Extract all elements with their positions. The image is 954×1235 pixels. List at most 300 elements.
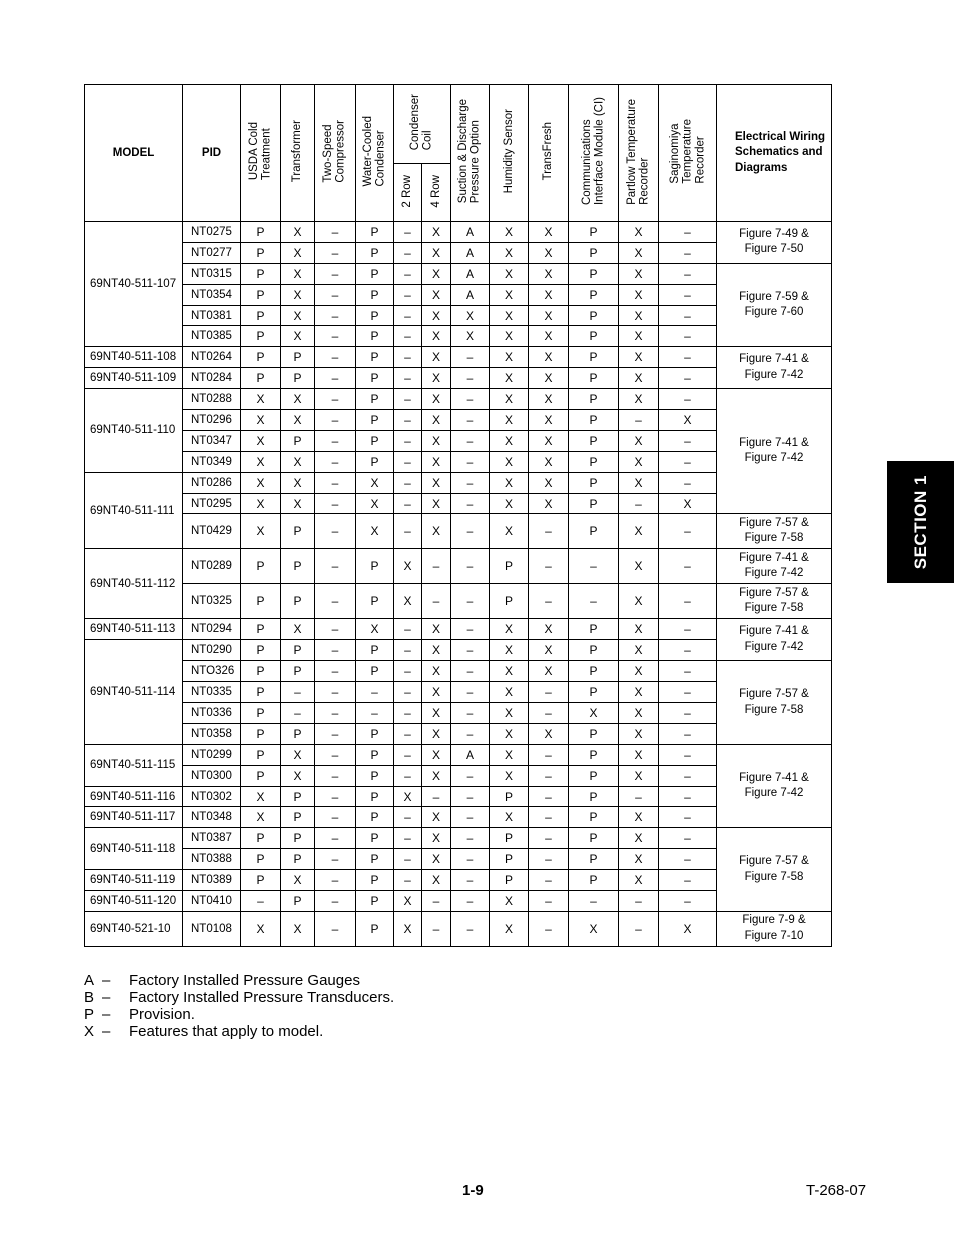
feature-cell: – — [451, 849, 490, 870]
feature-cell: A — [451, 263, 490, 284]
feature-cell: X — [281, 410, 315, 431]
feature-cell: – — [451, 389, 490, 410]
feature-cell: X — [490, 222, 529, 243]
feature-cell: P — [569, 870, 619, 891]
feature-cell: P — [356, 828, 394, 849]
feature-cell: – — [659, 619, 717, 640]
model-cell: 69NT40-511-117 — [85, 807, 183, 828]
header-ci: Communications Interface Module (CI) — [569, 85, 619, 222]
feature-cell: X — [619, 389, 659, 410]
feature-cell: X — [529, 263, 569, 284]
pid-cell: NT0294 — [183, 619, 241, 640]
feature-cell: X — [422, 263, 451, 284]
pid-cell: NT0325 — [183, 584, 241, 619]
feature-cell: – — [394, 472, 422, 493]
table-row — [85, 263, 832, 284]
feature-cell: P — [356, 549, 394, 584]
feature-cell: – — [315, 619, 356, 640]
feature-cell: – — [529, 549, 569, 584]
legend-dash: – — [102, 1023, 111, 1040]
feature-cell: X — [281, 305, 315, 326]
feature-cell: X — [356, 514, 394, 549]
feature-cell: – — [394, 640, 422, 661]
feature-cell: X — [241, 451, 281, 472]
feature-cell: X — [422, 765, 451, 786]
feature-cell: – — [659, 870, 717, 891]
feature-cell: – — [659, 284, 717, 305]
feature-cell: – — [451, 640, 490, 661]
feature-cell: P — [356, 284, 394, 305]
feature-cell: – — [356, 703, 394, 724]
feature-cell: – — [315, 326, 356, 347]
feature-cell: X — [529, 493, 569, 514]
header-condenser-coil: Condenser Coil — [394, 85, 451, 164]
table-row — [85, 911, 832, 946]
feature-cell: – — [394, 870, 422, 891]
feature-cell: X — [619, 619, 659, 640]
header-water-cooled: Water-Cooled Condenser — [356, 85, 394, 222]
feature-cell: X — [422, 451, 451, 472]
pid-cell: NT0348 — [183, 807, 241, 828]
feature-cell: P — [241, 765, 281, 786]
feature-cell: P — [241, 347, 281, 368]
table-row — [85, 389, 832, 410]
table-row — [85, 619, 832, 640]
feature-cell: – — [659, 584, 717, 619]
feature-cell: X — [241, 514, 281, 549]
pid-cell: NT0410 — [183, 891, 241, 912]
feature-cell: X — [281, 389, 315, 410]
table-row — [85, 744, 832, 765]
feature-cell: – — [659, 765, 717, 786]
feature-cell: – — [315, 703, 356, 724]
feature-cell: – — [394, 263, 422, 284]
feature-cell: – — [315, 284, 356, 305]
feature-cell: P — [281, 661, 315, 682]
feature-cell: X — [422, 682, 451, 703]
feature-cell: – — [315, 765, 356, 786]
feature-cell: – — [451, 891, 490, 912]
feature-cell: – — [659, 430, 717, 451]
feature-cell: X — [619, 549, 659, 584]
feature-cell: P — [569, 347, 619, 368]
feature-cell: – — [451, 703, 490, 724]
feature-cell: A — [451, 242, 490, 263]
feature-cell: X — [281, 911, 315, 946]
feature-cell: – — [315, 451, 356, 472]
feature-cell: – — [394, 389, 422, 410]
feature-cell: X — [619, 765, 659, 786]
figure-reference: Figure 7-9 & Figure 7-10 — [717, 911, 832, 946]
feature-cell: P — [569, 744, 619, 765]
feature-cell: – — [451, 870, 490, 891]
pid-cell: NT0284 — [183, 368, 241, 389]
feature-cell: P — [281, 368, 315, 389]
figure-reference: Figure 7-57 & Figure 7-58 — [717, 661, 832, 745]
pid-cell: NT0347 — [183, 430, 241, 451]
feature-cell: X — [241, 807, 281, 828]
feature-cell: – — [394, 451, 422, 472]
feature-cell: X — [241, 389, 281, 410]
feature-cell: X — [619, 703, 659, 724]
feature-cell: X — [241, 472, 281, 493]
feature-cell: X — [422, 828, 451, 849]
header-humidity: Humidity Sensor — [490, 85, 529, 222]
feature-cell: P — [281, 514, 315, 549]
feature-cell: X — [619, 807, 659, 828]
feature-cell: – — [451, 451, 490, 472]
feature-cell: X — [619, 514, 659, 549]
feature-cell: X — [490, 619, 529, 640]
feature-cell: P — [241, 305, 281, 326]
feature-cell: X — [422, 870, 451, 891]
feature-cell: X — [490, 389, 529, 410]
feature-cell: X — [619, 263, 659, 284]
feature-cell: X — [241, 786, 281, 807]
feature-cell: – — [569, 549, 619, 584]
feature-cell: – — [659, 849, 717, 870]
model-cell: 69NT40-511-109 — [85, 368, 183, 389]
feature-cell: X — [281, 326, 315, 347]
feature-cell: X — [529, 661, 569, 682]
feature-cell: – — [619, 410, 659, 431]
feature-cell: X — [422, 242, 451, 263]
feature-cell: P — [569, 472, 619, 493]
feature-cell: P — [281, 849, 315, 870]
feature-cell: P — [356, 368, 394, 389]
header-wiring: Electrical Wiring Schematics and Diagrams — [717, 85, 832, 222]
feature-cell: – — [422, 584, 451, 619]
feature-cell: P — [569, 849, 619, 870]
feature-cell: X — [569, 703, 619, 724]
feature-cell: – — [356, 682, 394, 703]
feature-cell: X — [422, 849, 451, 870]
feature-cell: P — [281, 347, 315, 368]
feature-cell: – — [659, 389, 717, 410]
pid-cell: NT0336 — [183, 703, 241, 724]
feature-cell: P — [356, 870, 394, 891]
feature-cell: P — [241, 828, 281, 849]
figure-reference: Figure 7-41 & Figure 7-42 — [717, 389, 832, 514]
feature-cell: X — [490, 640, 529, 661]
feature-cell: P — [356, 786, 394, 807]
feature-cell: – — [659, 242, 717, 263]
feature-cell: X — [619, 744, 659, 765]
feature-cell: – — [315, 870, 356, 891]
feature-cell: X — [619, 242, 659, 263]
feature-cell: – — [659, 723, 717, 744]
figure-reference: Figure 7-41 & Figure 7-42 — [717, 744, 832, 828]
feature-cell: X — [529, 472, 569, 493]
feature-cell: P — [569, 828, 619, 849]
legend-item — [84, 989, 394, 1006]
feature-cell: P — [569, 326, 619, 347]
feature-cell: P — [569, 682, 619, 703]
figure-reference: Figure 7-59 & Figure 7-60 — [717, 263, 832, 347]
feature-cell: – — [529, 807, 569, 828]
table-body — [85, 222, 832, 947]
model-cell: 69NT40-511-114 — [85, 640, 183, 744]
feature-cell: – — [315, 549, 356, 584]
feature-cell: P — [569, 723, 619, 744]
legend-dash: – — [102, 989, 111, 1006]
legend-code: P — [84, 1006, 95, 1023]
feature-cell: – — [451, 410, 490, 431]
feature-cell: P — [356, 849, 394, 870]
header-4-row: 4 Row — [422, 164, 451, 222]
feature-cell: – — [451, 682, 490, 703]
figure-reference: Figure 7-41 & Figure 7-42 — [717, 619, 832, 661]
feature-cell: X — [490, 305, 529, 326]
feature-cell: – — [451, 807, 490, 828]
feature-cell: X — [356, 493, 394, 514]
feature-cell: P — [356, 744, 394, 765]
feature-cell: – — [315, 263, 356, 284]
feature-cell: P — [356, 305, 394, 326]
feature-cell: X — [422, 619, 451, 640]
header-partlow: Partlow Temperature Recorder — [619, 85, 659, 222]
feature-cell: P — [241, 584, 281, 619]
feature-cell: – — [394, 828, 422, 849]
feature-cell: P — [241, 619, 281, 640]
feature-cell: P — [356, 389, 394, 410]
feature-cell: – — [315, 368, 356, 389]
feature-cell: P — [569, 430, 619, 451]
feature-cell: – — [619, 891, 659, 912]
feature-cell: X — [490, 347, 529, 368]
feature-cell: X — [490, 891, 529, 912]
pid-cell: NT0300 — [183, 765, 241, 786]
feature-cell: X — [422, 326, 451, 347]
legend-text: Features that apply to model. — [129, 1023, 324, 1040]
feature-cell: – — [529, 682, 569, 703]
feature-cell: P — [490, 584, 529, 619]
feature-cell: X — [659, 410, 717, 431]
feature-cell: – — [241, 891, 281, 912]
model-cell: 69NT40-511-119 — [85, 870, 183, 891]
feature-cell: X — [490, 682, 529, 703]
feature-cell: – — [315, 430, 356, 451]
feature-cell: – — [451, 828, 490, 849]
feature-cell: – — [394, 430, 422, 451]
feature-cell: – — [315, 389, 356, 410]
feature-cell: X — [451, 326, 490, 347]
table-row — [85, 514, 832, 549]
feature-cell: P — [281, 430, 315, 451]
feature-cell: X — [241, 410, 281, 431]
feature-cell: P — [241, 242, 281, 263]
feature-cell: – — [422, 891, 451, 912]
pid-cell: NT0290 — [183, 640, 241, 661]
feature-cell: X — [619, 723, 659, 744]
table-row — [85, 661, 832, 682]
feature-cell: X — [619, 661, 659, 682]
feature-cell: X — [490, 493, 529, 514]
feature-cell: P — [281, 891, 315, 912]
feature-cell: – — [659, 222, 717, 243]
feature-cell: P — [569, 514, 619, 549]
feature-cell: P — [241, 222, 281, 243]
feature-cell: X — [659, 493, 717, 514]
feature-cell: – — [315, 891, 356, 912]
feature-cell: X — [422, 347, 451, 368]
feature-cell: P — [490, 549, 529, 584]
feature-cell: P — [241, 549, 281, 584]
feature-cell: – — [315, 514, 356, 549]
feature-cell: X — [281, 744, 315, 765]
feature-cell: – — [315, 744, 356, 765]
feature-cell: – — [529, 828, 569, 849]
feature-cell: X — [529, 326, 569, 347]
header-model: MODEL — [85, 85, 183, 222]
feature-cell: – — [315, 807, 356, 828]
feature-cell: – — [659, 326, 717, 347]
feature-cell: X — [394, 891, 422, 912]
feature-cell: P — [241, 263, 281, 284]
feature-cell: P — [356, 911, 394, 946]
feature-cell: X — [529, 284, 569, 305]
feature-cell: X — [619, 849, 659, 870]
pid-cell: NT0277 — [183, 242, 241, 263]
feature-cell: X — [490, 263, 529, 284]
feature-cell: – — [659, 514, 717, 549]
feature-cell: X — [422, 807, 451, 828]
model-feature-table — [84, 84, 832, 947]
model-cell: 69NT40-511-108 — [85, 347, 183, 368]
pid-cell: NT0335 — [183, 682, 241, 703]
pid-cell: NT0288 — [183, 389, 241, 410]
feature-cell: X — [422, 410, 451, 431]
feature-cell: – — [315, 347, 356, 368]
feature-cell: – — [659, 661, 717, 682]
feature-cell: X — [422, 703, 451, 724]
feature-cell: – — [451, 723, 490, 744]
legend-dash: – — [102, 1006, 111, 1023]
feature-cell: A — [451, 222, 490, 243]
feature-cell: – — [529, 514, 569, 549]
feature-cell: – — [451, 584, 490, 619]
feature-cell: – — [451, 493, 490, 514]
feature-cell: P — [569, 410, 619, 431]
pid-cell: NT0296 — [183, 410, 241, 431]
feature-cell: – — [315, 786, 356, 807]
feature-cell: X — [490, 723, 529, 744]
legend-text: Provision. — [129, 1006, 195, 1023]
feature-cell: X — [619, 347, 659, 368]
feature-cell: X — [241, 493, 281, 514]
feature-cell: – — [659, 828, 717, 849]
feature-cell: P — [241, 849, 281, 870]
model-cell: 69NT40-511-112 — [85, 549, 183, 619]
pid-cell: NT0354 — [183, 284, 241, 305]
table-row — [85, 347, 832, 368]
feature-cell: X — [490, 703, 529, 724]
feature-cell: X — [281, 493, 315, 514]
header-saginomiya: Saginomiya Temperature Recorder — [659, 85, 717, 222]
feature-cell: – — [394, 347, 422, 368]
feature-cell: X — [490, 744, 529, 765]
feature-cell: P — [569, 368, 619, 389]
page-number: 1-9 — [462, 1182, 484, 1199]
model-cell: 69NT40-511-113 — [85, 619, 183, 640]
feature-cell: X — [281, 472, 315, 493]
feature-cell: X — [490, 410, 529, 431]
feature-cell: – — [394, 514, 422, 549]
feature-cell: – — [451, 472, 490, 493]
feature-cell: – — [569, 891, 619, 912]
feature-cell: – — [451, 430, 490, 451]
feature-cell: P — [356, 430, 394, 451]
feature-cell: X — [619, 305, 659, 326]
feature-cell: P — [241, 703, 281, 724]
feature-cell: – — [659, 347, 717, 368]
model-cell: 69NT40-511-116 — [85, 786, 183, 807]
feature-cell: X — [529, 640, 569, 661]
feature-cell: X — [422, 493, 451, 514]
feature-cell: X — [490, 472, 529, 493]
pid-cell: NT0302 — [183, 786, 241, 807]
feature-cell: X — [241, 911, 281, 946]
feature-cell: – — [315, 222, 356, 243]
feature-cell: – — [529, 911, 569, 946]
feature-cell: – — [394, 410, 422, 431]
feature-cell: P — [569, 389, 619, 410]
header-two-speed: Two-Speed Compressor — [315, 85, 356, 222]
feature-cell: – — [394, 807, 422, 828]
feature-cell: X — [281, 619, 315, 640]
pid-cell: NT0299 — [183, 744, 241, 765]
feature-cell: – — [451, 661, 490, 682]
feature-cell: P — [241, 870, 281, 891]
feature-cell: – — [394, 765, 422, 786]
feature-cell: X — [490, 661, 529, 682]
feature-cell: P — [569, 765, 619, 786]
feature-cell: P — [356, 222, 394, 243]
feature-cell: – — [315, 682, 356, 703]
feature-cell: P — [569, 263, 619, 284]
table-row — [85, 828, 832, 849]
feature-cell: – — [659, 549, 717, 584]
feature-cell: X — [422, 222, 451, 243]
feature-cell: – — [315, 242, 356, 263]
feature-cell: X — [529, 410, 569, 431]
feature-cell: P — [241, 661, 281, 682]
feature-cell: P — [281, 828, 315, 849]
feature-cell: – — [451, 514, 490, 549]
feature-cell: P — [356, 765, 394, 786]
header-transfresh: TransFresh — [529, 85, 569, 222]
feature-cell: – — [659, 703, 717, 724]
feature-cell: P — [490, 849, 529, 870]
feature-cell: P — [490, 870, 529, 891]
feature-cell: P — [569, 451, 619, 472]
feature-cell: X — [281, 263, 315, 284]
feature-cell: – — [659, 305, 717, 326]
feature-cell: X — [490, 807, 529, 828]
feature-cell: X — [569, 911, 619, 946]
feature-cell: P — [241, 682, 281, 703]
figure-reference: Figure 7-57 & Figure 7-58 — [717, 828, 832, 912]
feature-cell: – — [529, 849, 569, 870]
figure-reference: Figure 7-57 & Figure 7-58 — [717, 514, 832, 549]
feature-cell: P — [356, 661, 394, 682]
feature-cell: P — [356, 723, 394, 744]
feature-cell: X — [619, 682, 659, 703]
feature-cell: X — [659, 911, 717, 946]
feature-cell: – — [451, 911, 490, 946]
feature-cell: – — [451, 619, 490, 640]
feature-cell: – — [281, 682, 315, 703]
